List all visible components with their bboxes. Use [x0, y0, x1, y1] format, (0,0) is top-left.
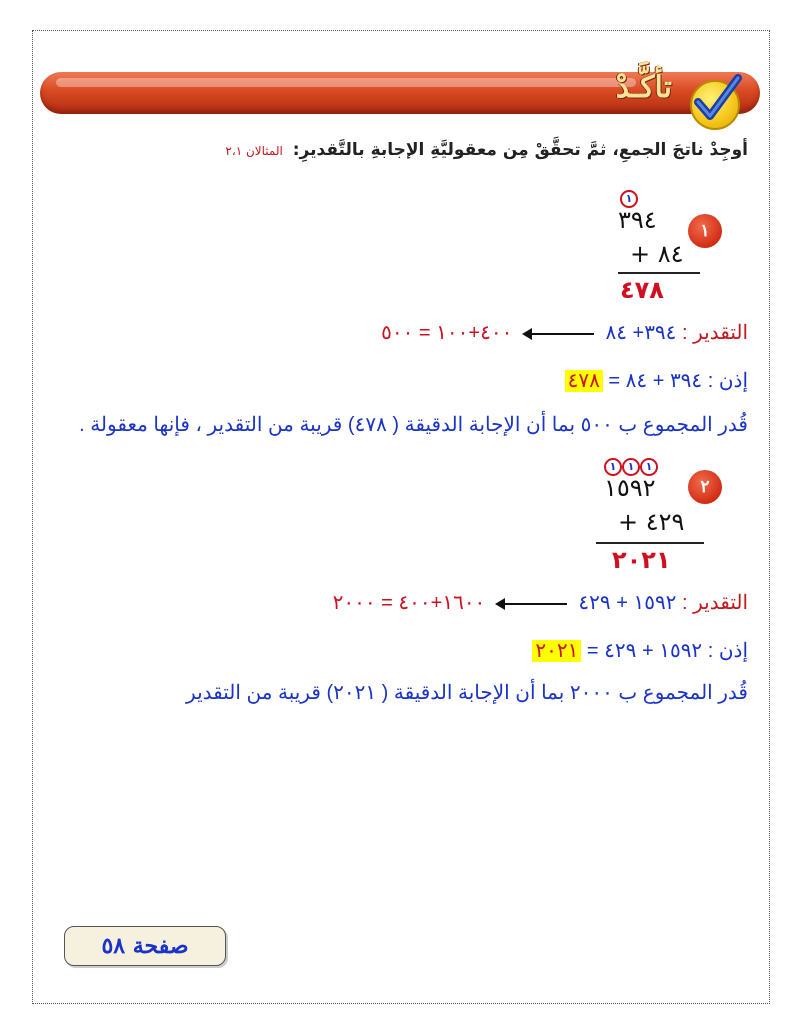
then-row [532, 638, 748, 663]
highlighted-result: ٢٠٢١ [532, 640, 581, 662]
carry-mark: ١ [604, 458, 622, 476]
checkmark-icon [690, 80, 740, 130]
addend-bottom: ٨٤ + [630, 240, 684, 268]
sum-result: ٢٠٢١ [612, 546, 671, 574]
then-label: إذن : [707, 640, 748, 662]
estimate-value: ٤٠٠+١٠٠ = ٥٠٠ [381, 322, 513, 344]
instruction-text: أوجِدْ ناتجَ الجمعِ، ثمَّ تحقَّقْ مِن معقوليَّةِ الإجابةِ بالتَّقديرِ: [292, 140, 748, 160]
problem-number-1: ١ [688, 214, 722, 248]
arrow-icon [524, 333, 594, 335]
page-number-badge: صفحة ٥٨ [64, 926, 226, 966]
then-label: إذن : [707, 370, 748, 392]
sum-rule [618, 272, 700, 274]
estimate-label: التقدير : [681, 322, 748, 344]
estimate-expression: ١٥٩٢ + ٤٢٩ [578, 592, 677, 614]
sum-rule [596, 542, 704, 544]
addend-top: ١٥٩٢ [604, 474, 656, 502]
estimate-expression: ٣٩٤+ ٨٤ [605, 322, 677, 344]
estimate-value: ١٦٠٠+٤٠٠ = ٢٠٠٠ [332, 592, 486, 614]
addend-top: ٣٩٤ [618, 206, 657, 234]
then-expression: ٣٩٤ + ٨٤ = [608, 370, 703, 392]
highlighted-result: ٤٧٨ [565, 370, 603, 392]
carry-mark: ١ [640, 458, 658, 476]
banner-title: تأكَّـدْ [615, 70, 672, 105]
estimate-label: التقدير : [681, 592, 748, 614]
estimate-row [381, 320, 748, 345]
then-expression: ١٥٩٢ + ٤٢٩ = [586, 640, 703, 662]
sum-result: ٤٧٨ [620, 276, 664, 304]
estimate-row [333, 590, 748, 615]
conclusion-text: قُدر المجموع ب ٥٠٠ بما أن الإجابة الدقيقة ( ٤٧٨) قريبة من التقدير ، فإنها معقولة . [79, 414, 748, 436]
instruction [225, 140, 748, 160]
arrow-icon [497, 603, 567, 605]
problem-number-2: ٢ [688, 470, 722, 504]
carry-mark: ١ [622, 458, 640, 476]
conclusion-text: قُدر المجموع ب ٢٠٠٠ بما أن الإجابة الدقيقة ( ٢٠٢١) قريبة من التقدير [186, 682, 748, 704]
example-reference: المثالان ٢،١ [225, 144, 283, 158]
then-row [565, 368, 748, 393]
carry-mark: ١ [620, 190, 638, 208]
addend-bottom: ٤٢٩ + [618, 508, 685, 536]
